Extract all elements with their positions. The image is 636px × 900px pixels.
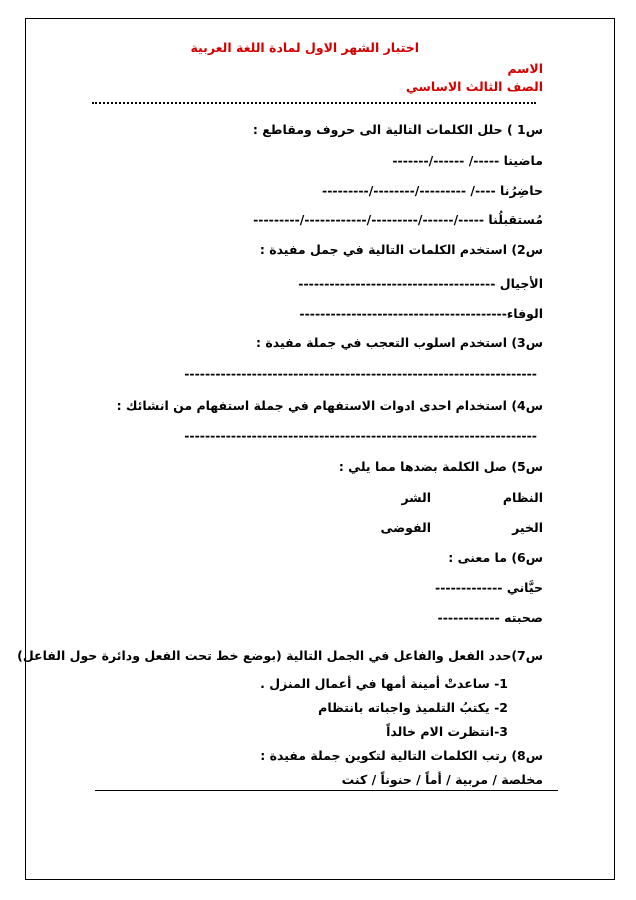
question-7-prompt: س7)حدد الفعل والفاعل في الجمل التالية (بوضع خط تحت الفعل ودائرة حول الفاعل) (17, 648, 543, 663)
question-5-prompt: س5) صل الكلمة بضدها مما يلي : (338, 459, 543, 474)
question-1-item-3: مُستقبلُنا -----/------/---------/------------/--------- (253, 212, 543, 227)
question-1-item-2: حاضِرُنا ----/ ---------/--------/--------- (322, 183, 543, 198)
question-6-item-1: حيَّاني ------------- (435, 580, 543, 595)
question-7-item-3: 3-انتظرت الام خالداً (386, 724, 508, 739)
question-7-item-1: 1- ساعدتْ أمينة أمها في أعمال المنزل . (260, 676, 508, 691)
match-left-1: الشر (401, 490, 431, 505)
question-7-item-2: 2- يكتبُ التلميذ واجباته بانتظام (318, 700, 508, 715)
question-4-answer-line: -------------------------------------------------------------------- (184, 428, 537, 443)
match-right-2: الخير (512, 520, 543, 535)
question-2-item-1: الأجيال -------------------------------------- (298, 276, 543, 291)
match-left-2: الفوضى (380, 520, 431, 535)
header-separator (92, 102, 536, 104)
question-8-prompt: س8) رتب الكلمات التالية لتكوين جملة مفيدة : (260, 748, 543, 763)
question-6-prompt: س6) ما معنى : (448, 550, 543, 565)
question-1-prompt: س1 ) حلل الكلمات التالية الى حروف ومقاطع : (252, 122, 543, 137)
name-label: الاسم (507, 61, 543, 76)
question-2-prompt: س2) استخدم الكلمات التالية في جمل مفيدة : (259, 242, 543, 257)
question-8-words: مخلصة / مربية / أماً / حنوناً / كنت (341, 772, 543, 787)
question-1-item-1: ماضينا -----/ ------/------- (392, 153, 543, 168)
question-3-prompt: س3) استخدم اسلوب التعجب في جملة مفيدة : (256, 335, 543, 350)
match-right-1: النظام (502, 490, 543, 505)
grade-label: الصف الثالث الاساسي (405, 79, 543, 94)
question-2-item-2: الوفاء---------------------------------------- (299, 306, 543, 321)
question-4-prompt: س4) استخدام احدى ادوات الاستفهام في جملة استفهام من انشائك : (116, 398, 543, 413)
exam-title: اختبار الشهر الاول لمادة اللغة العربية (190, 40, 419, 55)
question-3-answer-line: -------------------------------------------------------------------- (184, 366, 537, 381)
question-6-item-2: صحبته ------------ (437, 610, 543, 625)
bottom-rule (95, 790, 558, 791)
